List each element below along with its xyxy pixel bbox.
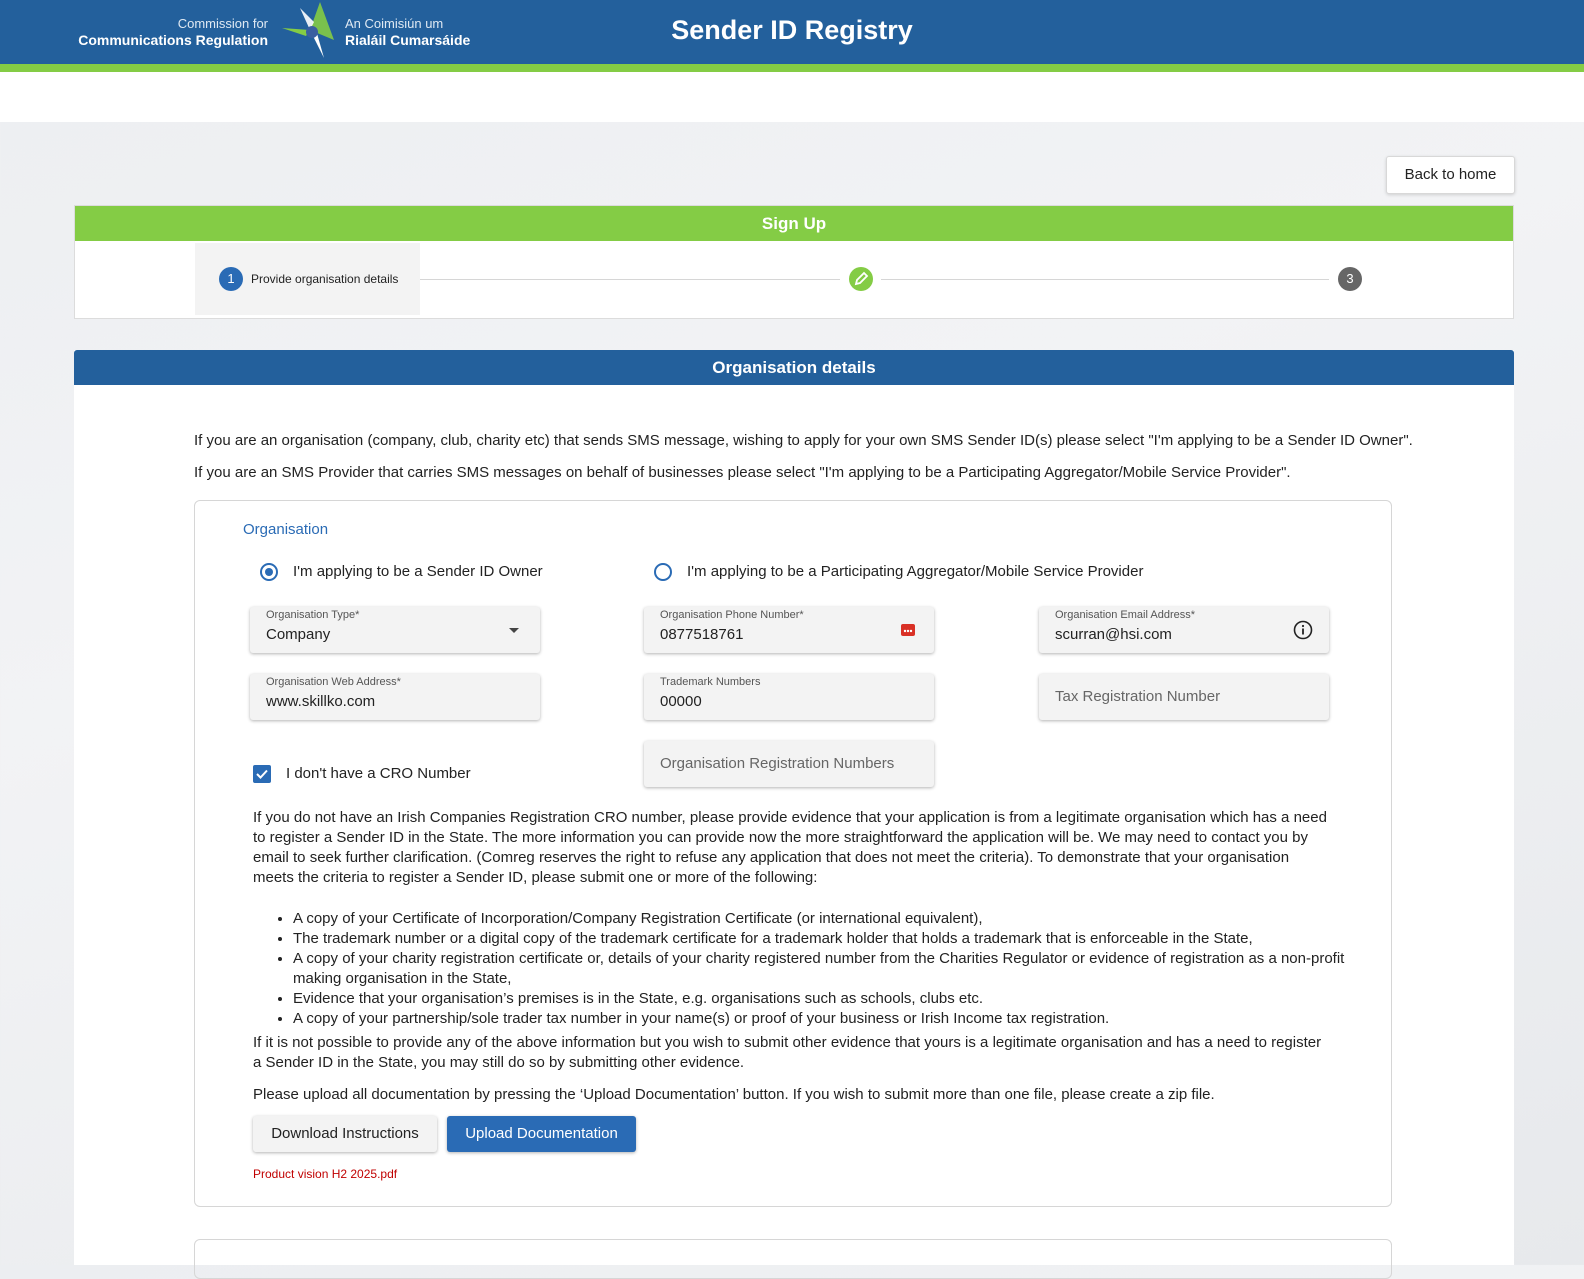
list-item: • A copy of your partnership/sole trader tax number in your name(s) or proof of your business or Irish Income tax registration. — [293, 1009, 1353, 1029]
trademark-numbers-value: 00000 — [660, 693, 702, 710]
uploaded-file-link[interactable]: Product vision H2 2025.pdf — [253, 1167, 398, 1181]
password-manager-icon[interactable] — [898, 620, 918, 640]
step-connector — [881, 279, 1329, 280]
list-item: • A copy of your Certificate of Incorporation/Company Registration Certificate (or international equivalent), — [293, 909, 1353, 929]
cro-instructions: If you do not have an Irish Companies Registration CRO number, please provide evidence that your application is from a legitimate organisation which has a need to register a Sender ID in the State. The more information you can provide now the more straightforward the application will be. We may need to contact you by email to seek further clarification. (Comreg reserves the right to refuse any application that does not meet the criteria). To demonstrate that your organisation meets the criteria to register a Sender ID, please submit one or more of the following: — [253, 809, 1327, 886]
logo-line-2: Communications Regulation — [78, 32, 268, 48]
other-evidence-text: If it is not possible to provide any of the above information but you wish to submit other evidence that yours is a legitimate organisation and has a need to register a Sender ID in the State, you may still do so by submitting other evidence. — [253, 1034, 1322, 1071]
organisation-registration-numbers-placeholder: Organisation Registration Numbers — [660, 755, 895, 772]
header-spacer — [0, 72, 1584, 122]
radio-sender-id-owner[interactable] — [260, 563, 278, 581]
trademark-numbers-field[interactable] — [644, 674, 934, 720]
info-icon[interactable] — [1293, 620, 1313, 640]
organisation-details-card — [74, 350, 1514, 1265]
organisation-details-title: Organisation details — [74, 350, 1514, 385]
organisation-email-field[interactable] — [1039, 607, 1329, 653]
step-2-indicator[interactable] — [849, 267, 873, 291]
evidence-list — [253, 909, 1353, 1029]
tax-registration-placeholder: Tax Registration Number — [1055, 688, 1221, 705]
page-title: Sender ID Registry — [671, 15, 913, 45]
signup-stepper-card — [74, 205, 1514, 319]
organisation-type-value: Company — [266, 626, 331, 643]
step-1-indicator: 1 — [219, 267, 243, 291]
app-header — [0, 0, 1584, 72]
signup-title: Sign Up — [75, 206, 1513, 241]
step-3-indicator[interactable]: 3 — [1338, 267, 1362, 291]
radio-sender-id-owner-label[interactable]: I'm applying to be a Sender ID Owner — [293, 563, 543, 580]
organisation-legend: Organisation — [243, 521, 329, 538]
intro-text-aggregator: If you are an SMS Provider that carries SMS messages on behalf of businesses please select "I'm applying to be a Participating Aggregator/Mobile Service Provider". — [194, 464, 1291, 481]
logo-line-1: Commission for — [177, 16, 268, 31]
organisation-email-value: scurran@hsi.com — [1055, 626, 1172, 643]
organisation-type-label: Organisation Type* — [266, 609, 360, 621]
list-item: • The trademark number or a digital copy of the trademark certificate for a trademark holder that holds a trademark that is enforceable in the State, — [293, 929, 1353, 949]
download-instructions-button[interactable]: Download Instructions — [253, 1116, 437, 1152]
organisation-registration-numbers-field[interactable] — [644, 741, 934, 787]
organisation-email-label: Organisation Email Address* — [1055, 609, 1196, 621]
list-item: • Evidence that your organisation’s premises is in the State, e.g. organisations such as schools, clubs etc. — [293, 989, 1353, 1009]
organisation-phone-label: Organisation Phone Number* — [660, 609, 804, 621]
tax-registration-field[interactable] — [1039, 674, 1329, 720]
list-item: • A copy of your charity registration certificate or, details of your charity registered number from the Charities Regulator or evidence of registration as a non-profit making organisation in the State, — [293, 949, 1353, 989]
organisation-web-label: Organisation Web Address* — [266, 676, 401, 688]
back-to-home-button[interactable]: Back to home — [1386, 156, 1515, 194]
organisation-web-value: www.skillko.com — [266, 693, 376, 710]
step-connector — [420, 279, 840, 280]
trademark-numbers-label: Trademark Numbers — [660, 676, 761, 688]
checkmark-icon — [253, 765, 271, 783]
upload-note: Please upload all documentation by pressing the ‘Upload Documentation’ button. If you wish to submit more than one file, please create a zip file. — [253, 1086, 1215, 1103]
pencil-icon — [849, 267, 873, 291]
no-cro-checkbox[interactable] — [253, 765, 271, 783]
radio-aggregator[interactable] — [654, 563, 672, 581]
organisation-phone-value: 0877518761 — [660, 626, 744, 643]
intro-text-owner: If you are an organisation (company, club, charity etc) that sends SMS message, wishing to apply for your own SMS Sender ID(s) please select "I'm applying to be a Sender ID Owner". — [194, 432, 1413, 449]
no-cro-label[interactable]: I don't have a CRO Number — [286, 765, 471, 782]
organisation-phone-field[interactable] — [644, 607, 934, 653]
organisation-type-select[interactable] — [250, 607, 540, 653]
next-fieldset — [194, 1239, 1392, 1279]
logo-line-2-irish: Rialáil Cumarsáide — [345, 32, 471, 48]
logo-line-1-irish: An Coimisiún um — [345, 16, 444, 31]
radio-aggregator-label[interactable]: I'm applying to be a Participating Aggregator/Mobile Service Provider — [687, 563, 1144, 580]
step-1-label: Provide organisation details — [251, 272, 399, 286]
chevron-down-icon[interactable] — [504, 620, 524, 640]
organisation-fieldset — [194, 500, 1392, 1207]
organisation-web-field[interactable] — [250, 674, 540, 720]
upload-documentation-button[interactable]: Upload Documentation — [447, 1116, 636, 1152]
